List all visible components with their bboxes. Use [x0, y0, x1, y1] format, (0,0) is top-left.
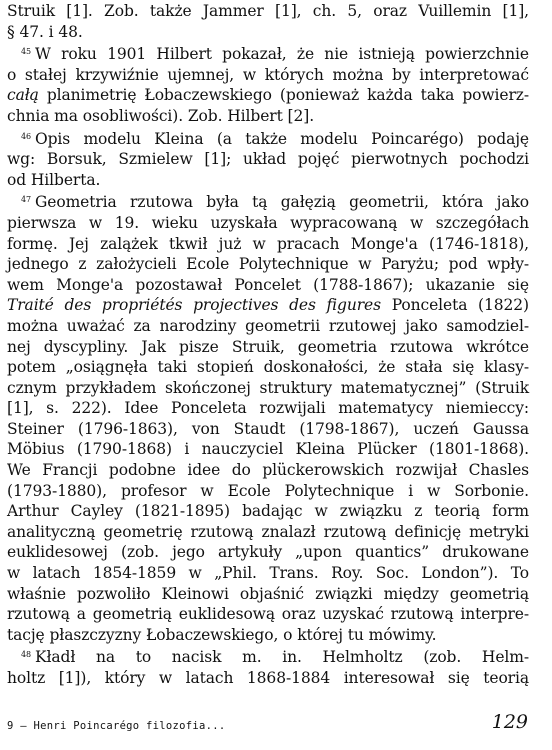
- text-line: [1], s. 222). Idee Ponceleta rozwijali matematycy niemieccy:: [7, 399, 529, 418]
- text-line: jednego z założycieli Ecole Polytechnique w Paryżu; pod wpły-: [7, 255, 529, 274]
- text-line: tację płaszczyzny Łobaczewskiego, o której tu mówimy.: [7, 625, 437, 644]
- text-line: holtz [1]), który w latach 1868-1884 interesował się teorią: [7, 669, 529, 687]
- footnote-46-line: $^{46}$ Opis modelu Kleina (a także modelu Poincarégo) podaję: [21, 129, 529, 148]
- page-number: 129: [491, 711, 528, 733]
- text-line: We Francji podobne idee do plückerowskich rozwijał Chasles: [7, 461, 529, 480]
- footnote-number: 45: [21, 47, 31, 57]
- text-line: chnia ma osobliwości). Zob. Hilbert [2].: [7, 106, 315, 125]
- text-line: (1793-1880), profesor w Ecole Polytechnique i w Sorbonie.: [7, 481, 529, 500]
- text-line: wem Monge'a pozostawał Poncelet (1788-1867); ukazanie się: [7, 275, 529, 294]
- text-line: Arthur Cayley (1821-1895) badając w związku z teorią form: [7, 502, 529, 521]
- text-line: właśnie pozwoliło Kleinowi objaśnić związki między geometrią: [7, 584, 529, 603]
- text-line: Traité des propriétés projectives des figures Ponceleta (1822): [7, 296, 530, 315]
- footnote-48-line: $^{48}$ Kładł na to nacisk m. in. Helmholtz (zob. Helm-: [21, 648, 529, 667]
- text-line: nej dyscypliny. Jak pisze Struik, geometria rzutowa wkrótce: [7, 337, 529, 356]
- footnote-number: 48: [21, 650, 31, 660]
- footnote-number: 47: [21, 195, 31, 205]
- text-line: analityczną geometrię rzutową znalazł rzutową definicję metryki: [7, 522, 529, 541]
- text-line: euklidesowej (zob. jego artykuły „upon quantics” drukowane: [7, 543, 529, 562]
- text-line: potem „osiągnęła taki stopień doskonałości, że stała się klasy-: [7, 358, 529, 377]
- text-line: cznym przykładem skończonej struktury matematycznej” (Struik: [7, 378, 529, 397]
- text-line: o stałej krzywiźnie ujemnej, w których można by interpretować: [7, 65, 529, 84]
- text-line: rzutową a geometrią euklidesową oraz uzyskać rzutową interpre-: [7, 605, 529, 624]
- text-line: można uważać za narodziny geometrii rzutowej jako samodziel-: [7, 316, 529, 335]
- text-line: § 47. i 48.: [7, 22, 83, 41]
- printer-signature: 9 — Henri Poincarégo filozofia...: [7, 720, 226, 732]
- text-line: Struik [1]. Zob. także Jammer [1], ch. 5, oraz Vuillemin [1],: [7, 2, 529, 20]
- footnote-47-line: $^{47}$ Geometria rzutowa była tą gałęzią geometrii, która jako: [21, 193, 529, 212]
- text-line: Steiner (1796-1863), von Staudt (1798-1867), uczeń Gaussa: [7, 419, 529, 438]
- text-line: pierwsza w 19. wieku uzyskała wypracowaną w szczegółach: [7, 213, 529, 232]
- text-line: formę. Jej zalążek tkwił już w pracach Monge'a (1746-1818),: [7, 234, 529, 253]
- text-line: wg: Borsuk, Szmielew [1]; układ pojęć pierwotnych pochodzi: [7, 150, 529, 169]
- footnote-45-line: $^{45}$ W roku 1901 Hilbert pokazał, że nie istnieją powierzchnie: [21, 45, 529, 64]
- emphasis-cala: całą: [7, 86, 39, 105]
- emphasis-title: Traité des propriétés projectives des figures: [7, 296, 381, 315]
- page-body: [7, 1, 529, 689]
- text-line: w latach 1854-1859 w „Phil. Trans. Roy. Soc. London”). To: [7, 564, 529, 583]
- text-line: od Hilberta.: [7, 170, 101, 189]
- text-line: Möbius (1790-1868) i nauczyciel Kleina Plücker (1801-1868).: [7, 440, 529, 459]
- footnote-number: 46: [21, 131, 31, 141]
- text-line: całą planimetrię Łobaczewskiego (ponieważ każda taka powierz-: [7, 86, 529, 105]
